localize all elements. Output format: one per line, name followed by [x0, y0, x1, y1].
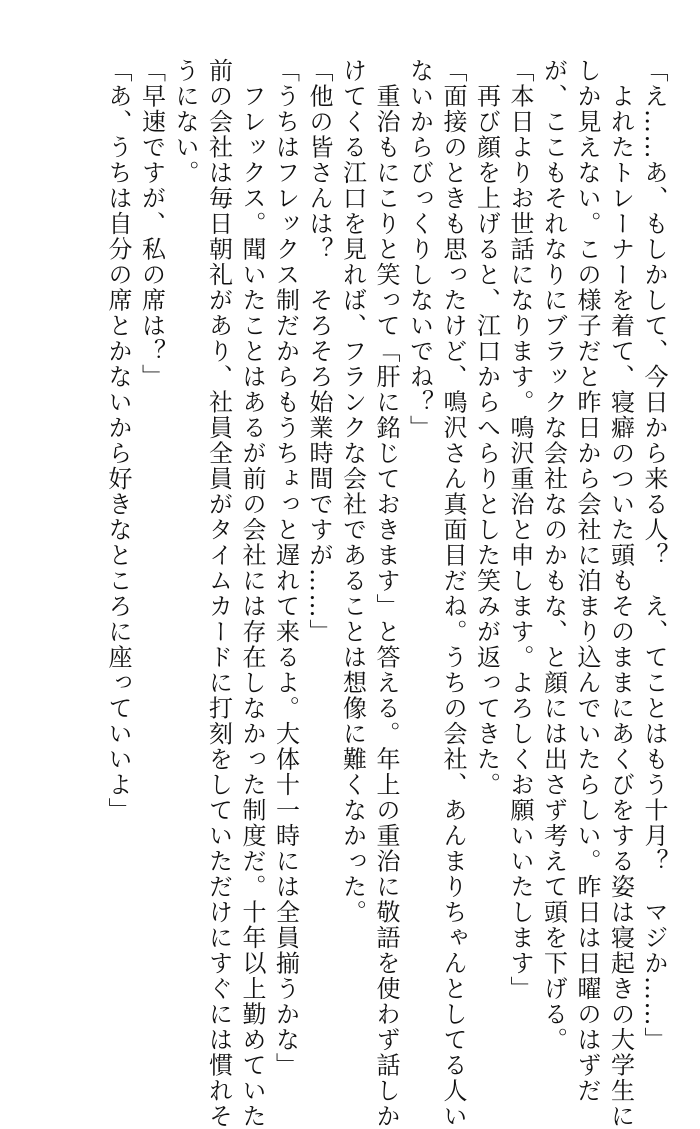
text-line: うにない。: [171, 58, 199, 186]
text-line: 「うちはフレックス制だからもうちょっと遅れて来るよ。大体十一時には全員揃うかな」: [271, 58, 300, 1078]
text-line: 「本日よりお世話になります。鳴沢重治と申します。よろしくお願いいたします」: [506, 58, 534, 1002]
text-line: 「面接のときも思ったけど、鳴沢さん真面目だね。うちの会社、あんまりちゃんとしてる人い: [439, 58, 467, 1129]
text-line: しか見えない。この様子だと昨日から会社に泊まり込んでいたらしい。昨日は日曜のはずだ: [573, 58, 601, 1104]
text-line: 「他の皆さんは？ そろそろ始業時間ですが……」: [305, 58, 333, 645]
text-line: 「え……あ、もしかして、今日から来る人？ え、てことはもう十月？ マジか……」: [640, 58, 668, 1053]
text-line: ないからびっくりしないでね？」: [405, 58, 434, 441]
text-line: フレックス。聞いたことはあるが前の会社には存在しなかった制度だ。十年以上勤めていた: [238, 58, 266, 1129]
text-line: よれたトレーナーを着て、寝癖のついた頭もそのままにあくびをする姿は寝起きの大学生に: [606, 58, 635, 1129]
text-line: 前の会社は毎日朝礼があり、社員全員がタイムカードに打刻をしていただけにすぐには慣れそ: [204, 58, 233, 1129]
text-line: 再び顔を上げると、江口からへらりとした笑みが返ってきた。: [472, 58, 501, 798]
text-line: が、ここもそれなりにブラックな会社なのかもな、と顔には出さず考えて頭を下げる。: [539, 58, 568, 1053]
text-line: 「あ、うちは自分の席とかないから好きなところに座っていいよ」: [104, 58, 132, 823]
text-line: 重治もにこりと笑って「肝に銘じておきます」と答える。年上の重治に敬語を使わず話しか: [372, 58, 400, 1129]
text-line: けてくる江口を見れば、フランクな会社であることは想像に難くなかった。: [338, 58, 367, 925]
text-line: 「早速ですが、私の席は？」: [137, 58, 166, 390]
vertical-text-block: [101, 58, 671, 1129]
